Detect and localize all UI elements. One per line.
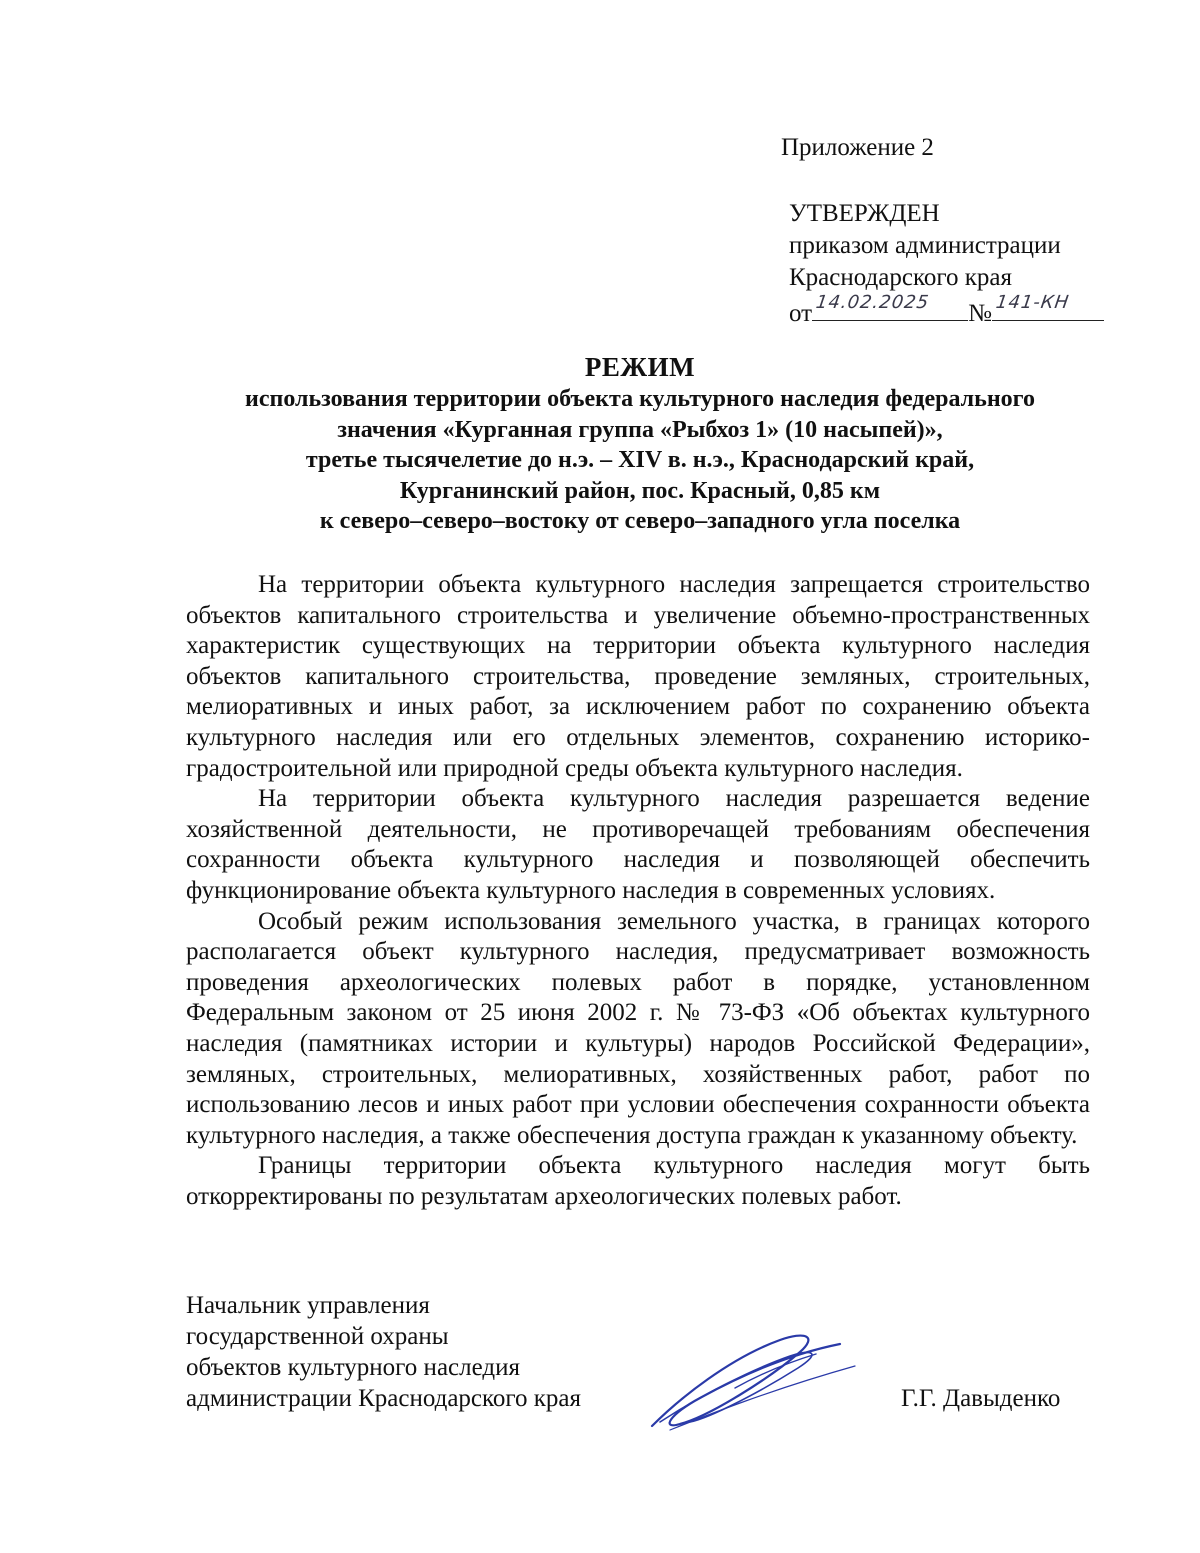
document-body [186, 570, 1090, 1212]
paragraph: Границы территории объекта культурного наследия могут быть откорректированы по результатам археологических полевых работ. [186, 1152, 1090, 1210]
date-number-line [789, 294, 1104, 330]
position-line: объектов культурного наследия [186, 1354, 520, 1381]
paragraph: На территории объекта культурного наследия разрешается ведение хозяйственной деятельности, не противоречащей требованиям обеспечения сохранности объекта культурного наследия и позволяющей обеспечить функционирование объекта культурного наследия в современных условиях. [186, 785, 1090, 904]
position-line: государственной охраны [186, 1323, 449, 1350]
approved-by-line-1: приказом администрации [789, 232, 1061, 259]
paragraph: Особый режим использования земельного участка, в границах которого располагается объект культурного наследия, предусматривает возможность проведения археологических полевых работ в порядке, установленном Федеральным законом от 25 июня 2002 г. № 73-ФЗ «Об объектах культурного наследия (памятниках истории и культуры) народов Российской Федерации», земляных, строительных, мелиоративных, хозяйственных работ, работ по использованию лесов и иных работ при условии обеспечения сохранности объекта культурного наследия, а также обеспечения доступа граждан к указанному объекту. [186, 907, 1090, 1149]
title-line: значения «Курганная группа «Рыбхоз 1» (10 насыпей)», [337, 416, 943, 443]
signer-name: Г.Г. Давыденко [901, 1385, 1061, 1412]
date-blank [812, 294, 968, 321]
handwritten-number: 141-КН [994, 292, 1071, 313]
title-main: РЕЖИМ [584, 352, 696, 382]
position-line: администрации Краснодарского края [186, 1385, 582, 1412]
date-prefix: от [789, 300, 813, 327]
approval-block [789, 198, 1104, 330]
number-prefix: № [968, 300, 992, 327]
handwritten-signature [640, 1318, 870, 1438]
title-line: использования территории объекта культурного наследия федерального [245, 386, 1035, 412]
paragraph: На территории объекта культурного наследия запрещается строительство объектов капитального строительства и увеличение объемно-пространственных характеристик существующих на территории объекта культурного наследия объектов капитального строительства, проведение земляных, строительных, мелиоративных и иных работ, за исключением работ по сохранению объекта культурного наследия или его отдельных элементов, сохранению историко-градостроительной или природной среды объекта культурного наследия. [186, 571, 1090, 782]
title-subtitle [140, 384, 1140, 537]
title-line: третье тысячелетие до н.э. – XIV в. н.э., Краснодарский край, [305, 447, 975, 473]
approved-label: УТВЕРЖДЕН [789, 200, 940, 227]
approved-by-line-2: Краснодарского края [789, 264, 1012, 291]
title-line: Курганинский район, пос. Красный, 0,85 км [399, 477, 881, 504]
document-title [140, 350, 1140, 537]
appendix-label: Приложение 2 [781, 134, 934, 161]
position-line: Начальник управления [186, 1292, 430, 1319]
signer-position [186, 1290, 581, 1414]
title-line: к северо–северо–востоку от северо–западного угла поселка [319, 508, 961, 534]
handwritten-date: 14.02.2025 [814, 292, 931, 313]
number-blank [992, 294, 1104, 321]
